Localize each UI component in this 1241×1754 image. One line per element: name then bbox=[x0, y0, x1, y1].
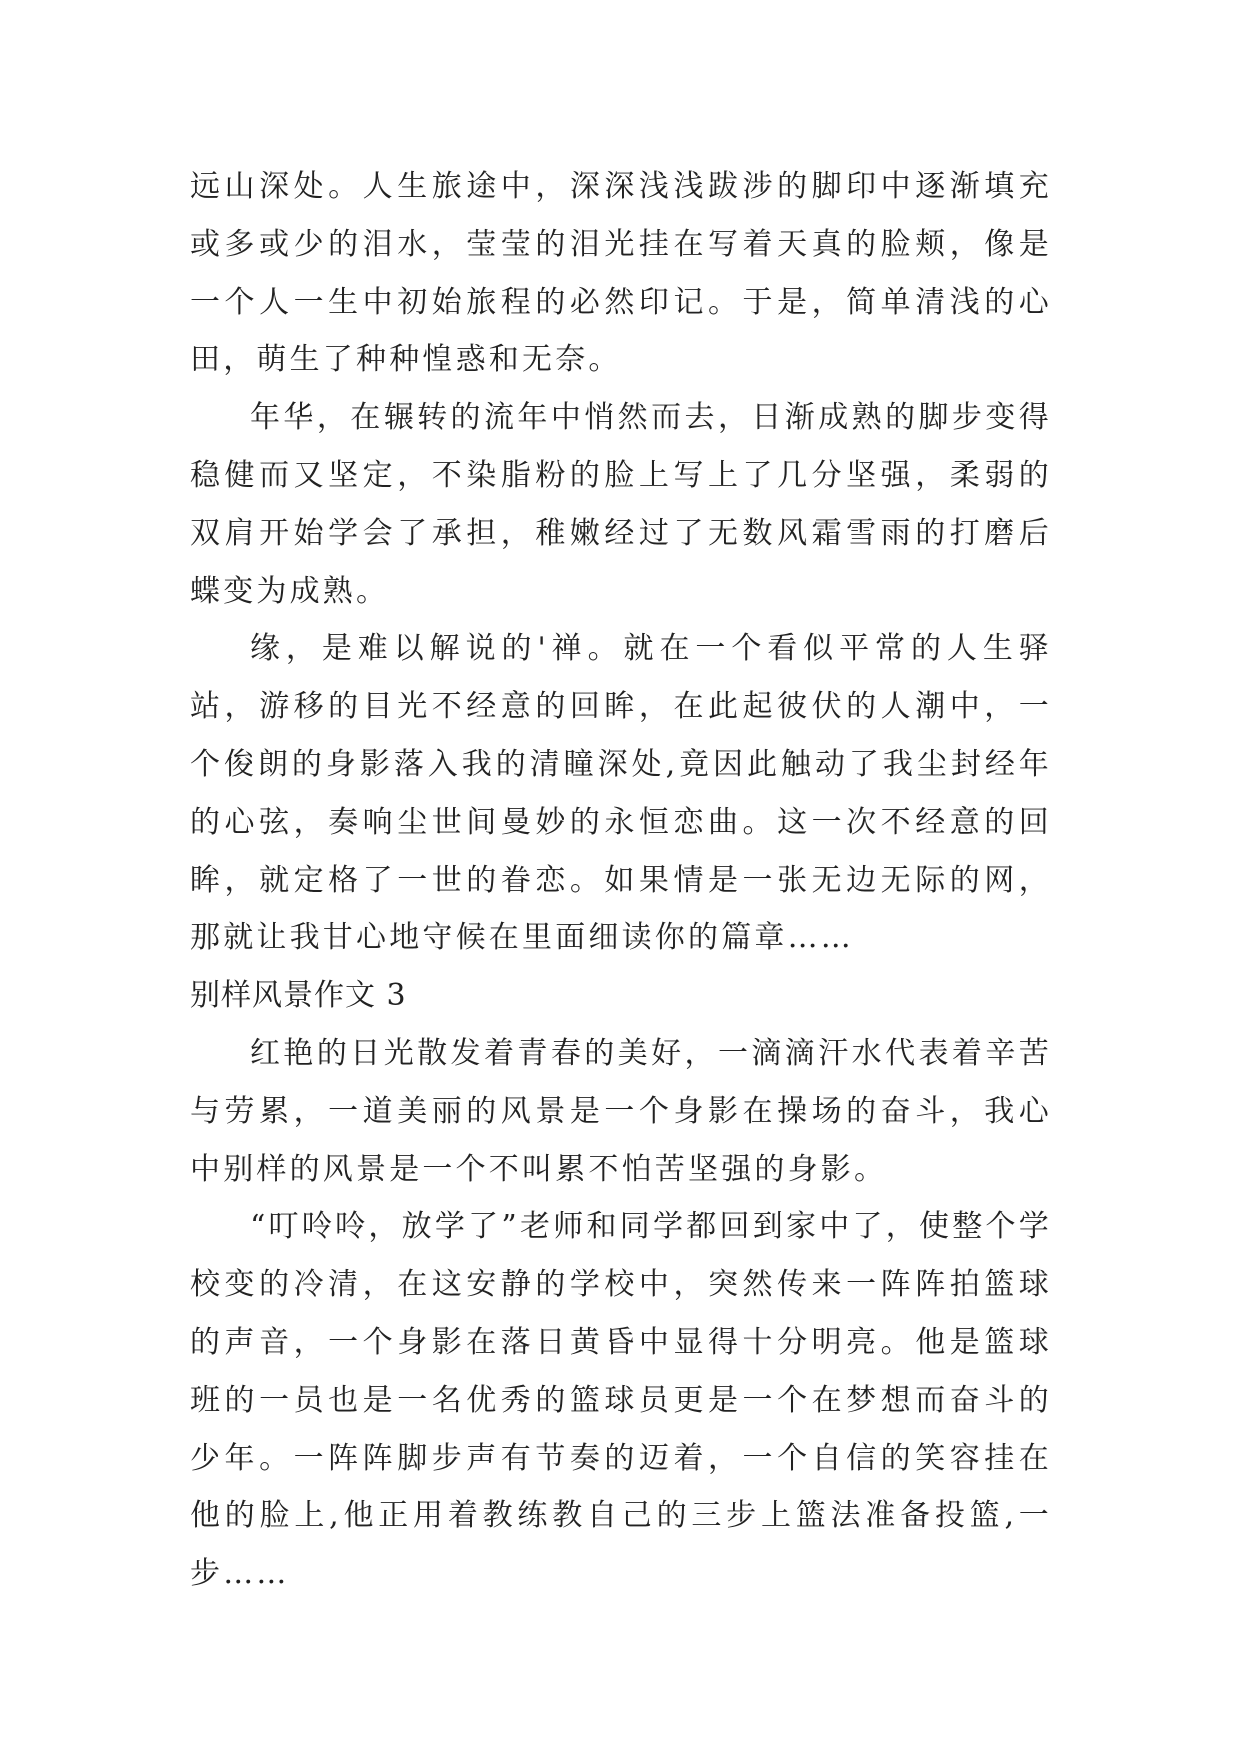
paragraph-1: 远山深处。人生旅途中，深深浅浅跋涉的脚印中逐渐填充或多或少的泪水，莹莹的泪光挂在写着天真的脸颊，像是一个人一生中初始旅程的必然印记。于是，简单清浅的心田，萌生了种种惶惑和无奈。 bbox=[190, 169, 1052, 378]
paragraph-4: 红艳的日光散发着青春的美好，一滴滴汗水代表着辛苦与劳累，一道美丽的风景是一个身影在操场的奋斗，我心中别样的风景是一个不叫累不怕苦坚强的身影。 bbox=[190, 1035, 1052, 1187]
paragraph-3: 缘，是难以解说的'禅。就在一个看似平常的人生驿站，游移的目光不经意的回眸，在此起彼伏的人潮中，一个俊朗的身影落入我的清瞳深处,竟因此触动了我尘封经年的心弦，奏响尘世间曼妙的永恒恋曲。这一次不经意的回眸，就定格了一世的眷恋。如果情是一张无边无际的网，那就让我甘心地守候在里面细读你的篇章…… bbox=[190, 631, 1052, 956]
paragraph-2: 年华，在辗转的流年中悄然而去，日渐成熟的脚步变得稳健而又坚定，不染脂粉的脸上写上了几分坚强，柔弱的双肩开始学会了承担，稚嫩经过了无数风霜雪雨的打磨后蝶变为成熟。 bbox=[190, 400, 1052, 609]
document-body bbox=[190, 158, 1052, 1603]
paragraph-5: “叮呤呤，放学了”老师和同学都回到家中了，使整个学校变的冷清，在这安静的学校中，突然传来一阵阵拍篮球的声音，一个身影在落日黄昏中显得十分明亮。他是篮球班的一员也是一名优秀的篮球员更是一个在梦想而奋斗的少年。一阵阵脚步声有节奏的迈着，一个自信的笑容挂在他的脸上,他正用着教练教自己的三步上篮法准备投篮,一步…… bbox=[190, 1209, 1052, 1592]
section-title: 别样风景作文 3 bbox=[190, 978, 407, 1014]
